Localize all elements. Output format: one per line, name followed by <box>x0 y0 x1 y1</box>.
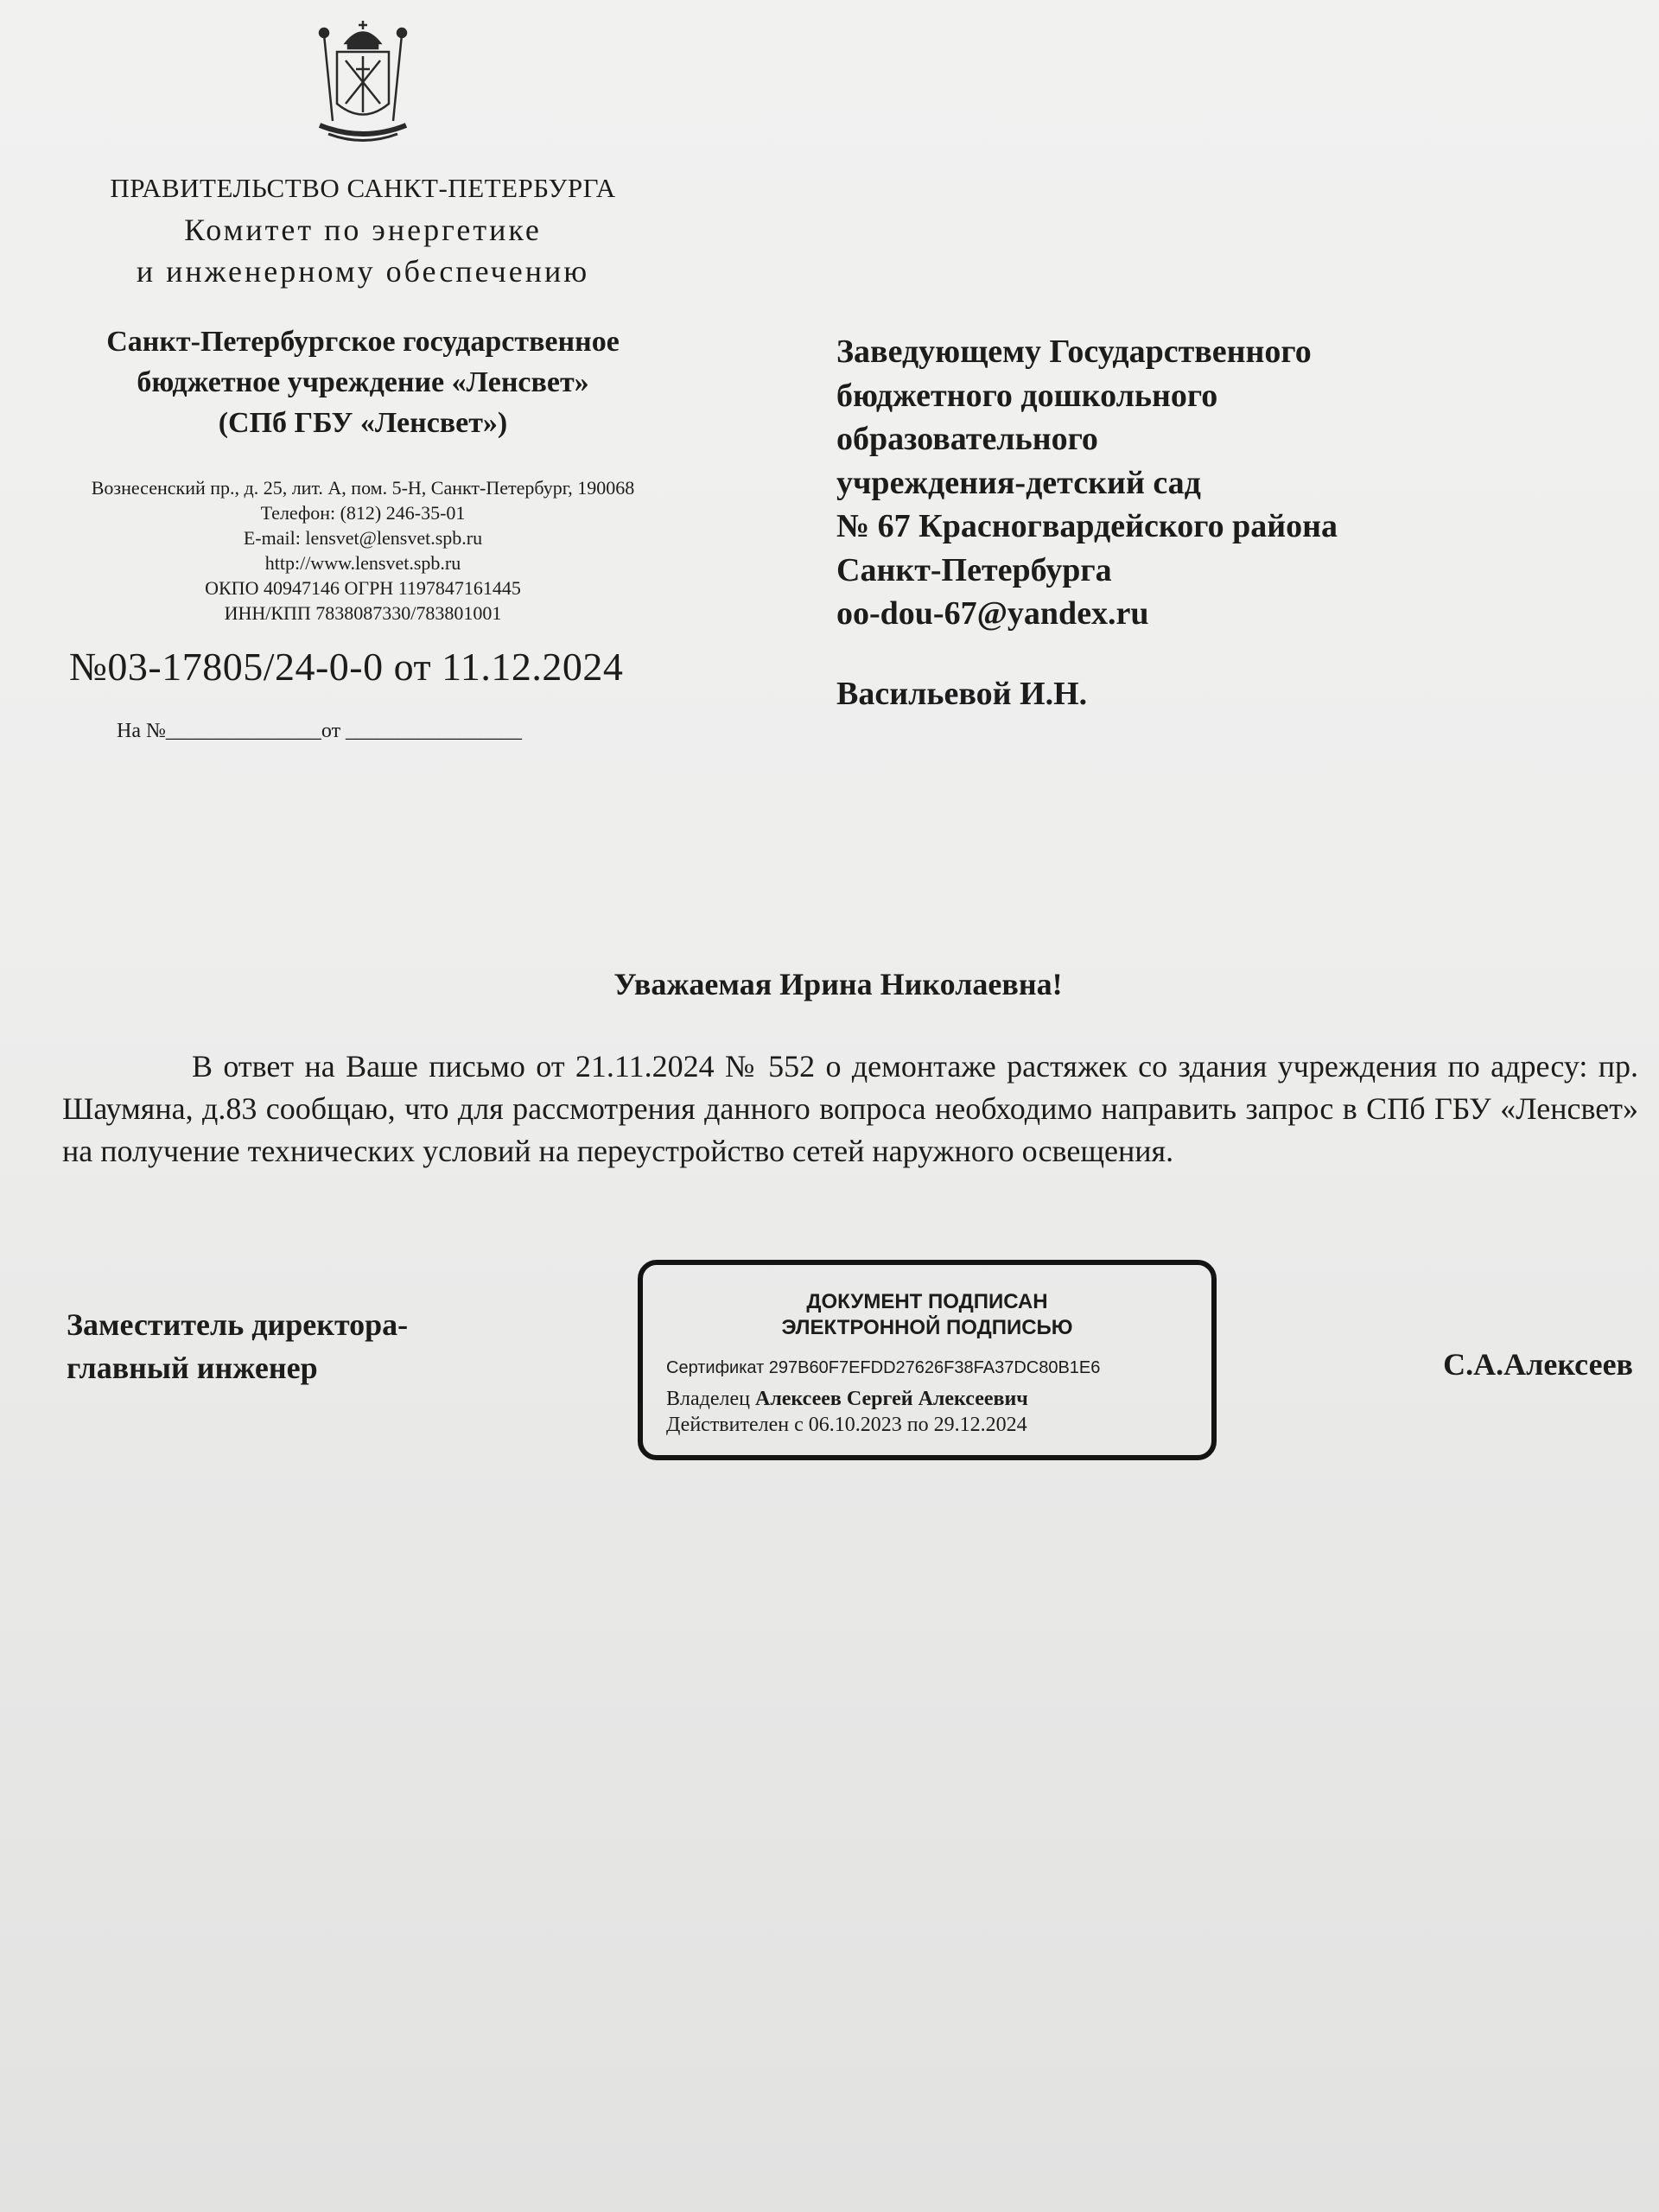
recipient-line-5: № 67 Красногвардейского района <box>836 508 1338 544</box>
org-line-1: Санкт-Петербургское государственное <box>106 326 620 358</box>
recipient-line-2: бюджетного дошкольного <box>836 377 1218 414</box>
stamp-validity: Действителен с 06.10.2023 по 29.12.2024 <box>666 1414 1027 1436</box>
reference-line: На №_______________от _________________ <box>117 720 523 742</box>
stamp-certificate: Сертификат 297B60F7EFDD27626F38FA37DC80B1E6 <box>666 1358 1101 1377</box>
address: Вознесенский пр., д. 25, лит. А, пом. 5-Н, Санкт-Петербург, 190068 <box>91 477 635 499</box>
stamp-owner-label: Владелец <box>666 1388 750 1410</box>
recipient-line-1: Заведующему Государственного <box>836 334 1312 370</box>
signatory-name: С.А.Алексеев <box>1443 1347 1633 1382</box>
recipient-name: Васильевой И.Н. <box>836 675 1088 712</box>
letter-body: В ответ на Ваше письмо от 21.11.2024 № 552 о демонтаже растяжек со здания учреждения по адресу: пр. Шаумяна, д.83 сообщаю, что для рассмотрения данного вопроса необходимо направить запрос в СПб ГБУ «Ленсвет» на получение технических условий на переустройство сетей наружного освещения. <box>62 1049 1638 1168</box>
okpo-ogrn: ОКПО 40947146 ОГРН 1197847161445 <box>205 577 521 599</box>
recipient-line-6: Санкт-Петербурга <box>836 551 1112 588</box>
stamp-heading <box>643 1289 1211 1341</box>
email: E-mail: lensvet@lensvet.spb.ru <box>243 527 483 549</box>
signatory-title-line-1: Заместитель директора- <box>67 1307 409 1342</box>
stamp-heading-line-2: ЭЛЕКТРОННОЙ ПОДПИСЬЮ <box>781 1316 1073 1339</box>
stamp-owner-name: Алексеев Сергей Алексеевич <box>754 1388 1028 1410</box>
website: http://www.lensvet.spb.ru <box>264 552 461 574</box>
greeting: Уважаемая Ирина Николаевна! <box>613 967 1063 1001</box>
signatory-title <box>67 1303 408 1389</box>
committee-name <box>52 209 674 292</box>
registration-number: №03-17805/24-0-0 от 11.12.2024 <box>69 645 624 689</box>
recipient-block <box>836 330 1614 715</box>
org-line-3: (СПб ГБУ «Ленсвет») <box>218 407 508 439</box>
government-name: ПРАВИТЕЛЬСТВО САНКТ-ПЕТЕРБУРГА <box>110 173 616 203</box>
stamp-heading-line-1: ДОКУМЕНТ ПОДПИСАН <box>806 1290 1048 1313</box>
committee-line-2: и инженерному обеспечению <box>136 254 590 289</box>
stamp-owner <box>666 1388 1028 1411</box>
inn-kpp: ИНН/КПП 7838087330/783801001 <box>224 602 502 624</box>
recipient-email: oo-dou-67@yandex.ru <box>836 595 1149 632</box>
signatory-title-line-2: главный инженер <box>67 1351 318 1385</box>
contact-block <box>52 475 674 626</box>
organization-name <box>52 321 674 443</box>
spb-coat-of-arms-icon <box>307 17 419 147</box>
recipient-line-4: учреждения-детский сад <box>836 464 1201 501</box>
electronic-signature-stamp <box>638 1260 1217 1460</box>
phone: Телефон: (812) 246-35-01 <box>260 502 466 524</box>
org-line-2: бюджетное учреждение «Ленсвет» <box>137 366 589 398</box>
recipient-line-3: образовательного <box>836 421 1098 457</box>
committee-line-1: Комитет по энергетике <box>184 213 542 247</box>
